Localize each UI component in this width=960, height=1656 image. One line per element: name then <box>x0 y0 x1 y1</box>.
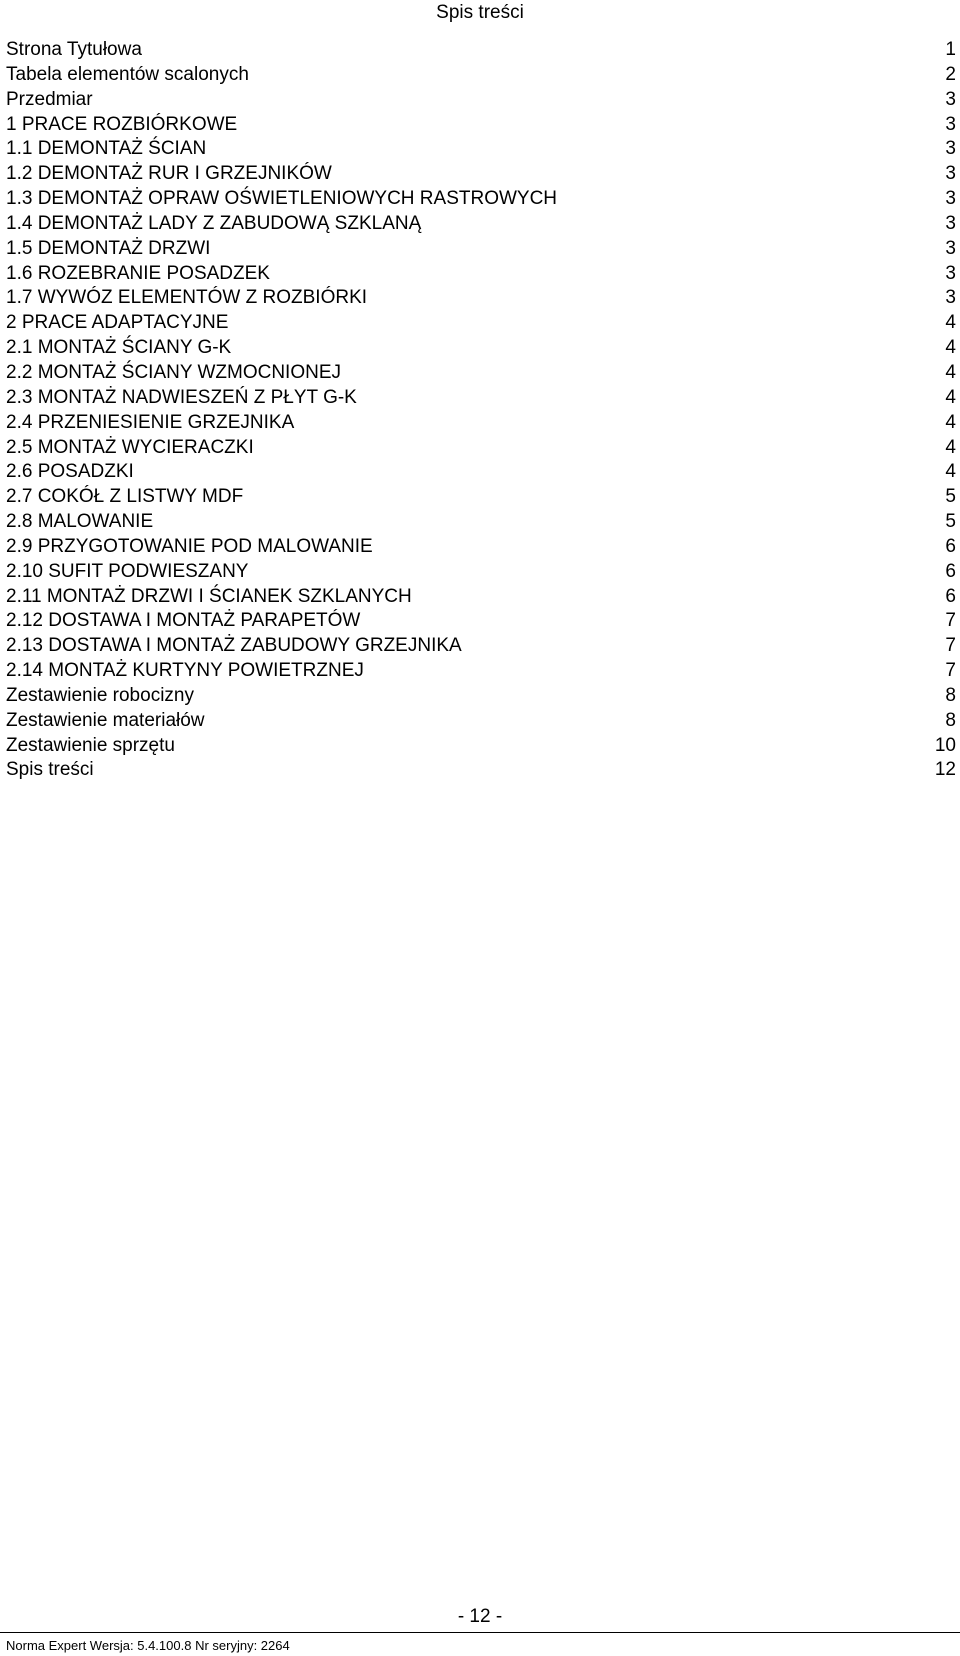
page-number: - 12 - <box>457 1606 503 1627</box>
toc-entry-label: 2.1 MONTAŻ ŚCIANY G-K <box>6 337 232 359</box>
toc-entry[interactable] <box>6 734 956 759</box>
toc-entry-page: 2 <box>945 63 956 85</box>
footer-divider <box>0 1632 960 1633</box>
toc-entry-label: Strona Tytułowa <box>6 39 142 60</box>
toc-entry-page: 4 <box>945 361 956 383</box>
toc-entry-label: 1.3 DEMONTAŻ OPRAW OŚWIETLENIOWYCH RASTROWYCH <box>6 188 558 210</box>
toc-entry[interactable] <box>6 137 956 162</box>
toc-entry-label: 2.2 MONTAŻ ŚCIANY WZMOCNIONEJ <box>6 361 341 383</box>
toc-entry[interactable] <box>6 38 956 63</box>
toc-entry-page: 8 <box>945 684 956 706</box>
toc-entry[interactable] <box>6 585 956 610</box>
toc-entry-page: 4 <box>945 337 956 359</box>
page-title: Spis treści <box>436 2 524 23</box>
toc-entry[interactable] <box>6 436 956 461</box>
toc-entry-page: 6 <box>945 585 956 607</box>
toc-entry-label: 1.4 DEMONTAŻ LADY Z ZABUDOWĄ SZKLANĄ <box>6 212 422 234</box>
toc-entry[interactable] <box>6 560 956 585</box>
toc-entry-page: 7 <box>945 660 956 682</box>
toc-entry[interactable] <box>6 411 956 436</box>
toc-entry-label: 2.4 PRZENIESIENIE GRZEJNIKA <box>6 411 295 433</box>
toc-entry-label: 2 PRACE ADAPTACYJNE <box>6 312 229 334</box>
toc-entry-page: 4 <box>945 436 956 458</box>
toc-entry[interactable] <box>6 460 956 485</box>
toc-entry[interactable] <box>6 386 956 411</box>
toc-entry-page: 5 <box>945 486 956 508</box>
toc-entry-page: 6 <box>945 560 956 582</box>
toc-entry[interactable] <box>6 286 956 311</box>
toc-entry-label: Tabela elementów scalonych <box>6 63 249 85</box>
toc-entry[interactable] <box>6 535 956 560</box>
toc-entry-page: 3 <box>945 113 956 135</box>
toc-entry[interactable] <box>6 609 956 634</box>
toc-entry-label: 2.3 MONTAŻ NADWIESZEŃ Z PŁYT G-K <box>6 386 357 408</box>
toc-entry-label: Spis treści <box>6 759 94 781</box>
toc-entry-page: 3 <box>945 262 956 284</box>
toc-entry-label: 2.6 POSADZKI <box>6 461 134 483</box>
toc-entry-label: Zestawienie robocizny <box>6 684 194 706</box>
toc-entry[interactable] <box>6 262 956 287</box>
toc-entry[interactable] <box>6 659 956 684</box>
toc-entry-label: 2.14 MONTAŻ KURTYNY POWIETRZNEJ <box>6 660 364 682</box>
toc-entry-page: 3 <box>945 163 956 185</box>
toc-entry[interactable] <box>6 485 956 510</box>
toc-entry-page: 10 <box>934 734 956 756</box>
toc-entry-label: 1.5 DEMONTAŻ DRZWI <box>6 237 211 259</box>
toc-entry[interactable] <box>6 336 956 361</box>
footer-software-info: Norma Expert Wersja: 5.4.100.8 Nr seryjny: 2264 <box>6 1638 290 1653</box>
toc-entry-label: 2.10 SUFIT PODWIESZANY <box>6 560 249 582</box>
toc-entry-label: Zestawienie materiałów <box>6 709 205 731</box>
toc-entry-label: 2.11 MONTAŻ DRZWI I ŚCIANEK SZKLANYCH <box>6 585 412 607</box>
toc-entry-page: 3 <box>945 188 956 210</box>
toc-entry[interactable] <box>6 113 956 138</box>
toc-entry-page: 8 <box>945 709 956 731</box>
toc-entry[interactable] <box>6 212 956 237</box>
toc-entry-label: 2.9 PRZYGOTOWANIE POD MALOWANIE <box>6 535 373 557</box>
toc-entry-page: 3 <box>945 88 956 110</box>
toc-entry[interactable] <box>6 162 956 187</box>
toc-entry-page: 4 <box>945 312 956 334</box>
toc-entry-label: 2.8 MALOWANIE <box>6 511 154 533</box>
toc-entry-label: 2.13 DOSTAWA I MONTAŻ ZABUDOWY GRZEJNIKA <box>6 635 462 657</box>
toc-entry-page: 4 <box>945 461 956 483</box>
toc-entry[interactable] <box>6 88 956 113</box>
toc-entry-label: 1.7 WYWÓZ ELEMENTÓW Z ROZBIÓRKI <box>6 287 368 309</box>
table-of-contents <box>6 38 956 783</box>
toc-entry-page: 4 <box>945 411 956 433</box>
toc-entry-page: 7 <box>945 635 956 657</box>
toc-entry-page: 3 <box>945 212 956 234</box>
toc-entry-label: 1.1 DEMONTAŻ ŚCIAN <box>6 138 207 160</box>
toc-entry-label: 2.7 COKÓŁ Z LISTWY MDF <box>6 486 244 508</box>
toc-entry[interactable] <box>6 709 956 734</box>
toc-entry-page: 4 <box>945 386 956 408</box>
toc-entry-page: 3 <box>945 287 956 309</box>
toc-entry-page: 1 <box>945 39 956 60</box>
toc-entry-label: 2.5 MONTAŻ WYCIERACZKI <box>6 436 254 458</box>
toc-entry[interactable] <box>6 237 956 262</box>
toc-entry-label: 2.12 DOSTAWA I MONTAŻ PARAPETÓW <box>6 610 361 632</box>
toc-entry-page: 6 <box>945 535 956 557</box>
toc-entry[interactable] <box>6 684 956 709</box>
toc-entry-label: Zestawienie sprzętu <box>6 734 175 756</box>
toc-entry-page: 5 <box>945 511 956 533</box>
toc-entry-label: 1.6 ROZEBRANIE POSADZEK <box>6 262 270 284</box>
toc-entry[interactable] <box>6 187 956 212</box>
toc-entry-page: 3 <box>945 237 956 259</box>
toc-entry-label: Przedmiar <box>6 88 93 110</box>
toc-entry-page: 12 <box>934 759 956 781</box>
toc-entry-page: 7 <box>945 610 956 632</box>
toc-entry[interactable] <box>6 311 956 336</box>
page-header <box>0 0 960 23</box>
toc-entry[interactable] <box>6 63 956 88</box>
toc-entry-label: 1 PRACE ROZBIÓRKOWE <box>6 113 238 135</box>
toc-entry[interactable] <box>6 758 956 783</box>
toc-entry-label: 1.2 DEMONTAŻ RUR I GRZEJNIKÓW <box>6 163 332 185</box>
toc-entry[interactable] <box>6 361 956 386</box>
toc-entry-page: 3 <box>945 138 956 160</box>
toc-entry[interactable] <box>6 634 956 659</box>
toc-entry[interactable] <box>6 510 956 535</box>
